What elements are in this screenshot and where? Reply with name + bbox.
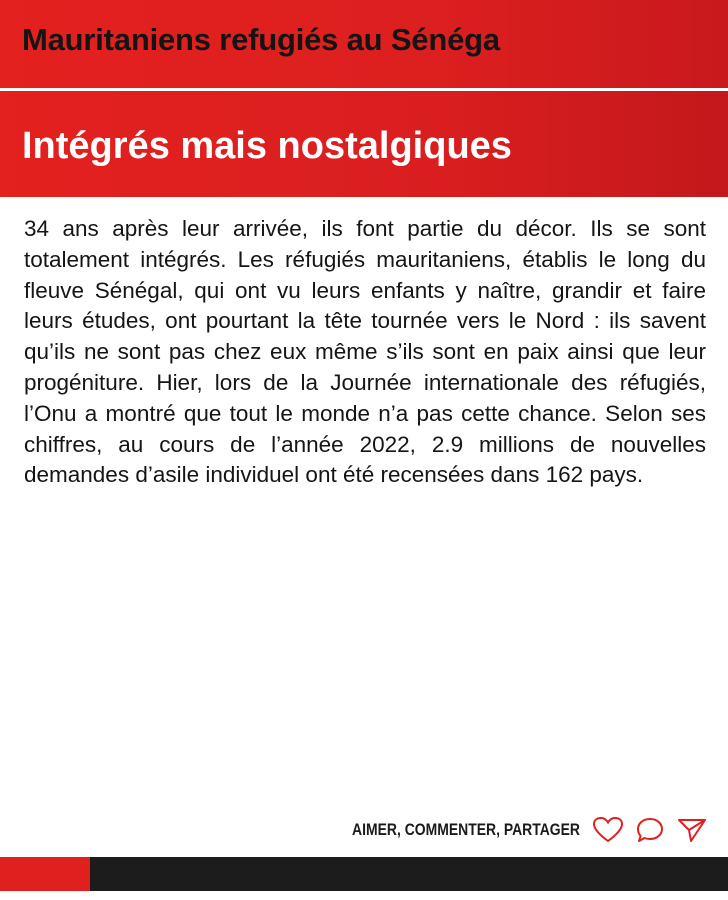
footer-bar [0,857,728,891]
share-icon[interactable] [676,815,708,845]
heart-icon[interactable] [592,815,624,845]
article-body: 34 ans après leur arrivée, ils font partie du décor. Ils se sont totalement intégrés. Les réfugiés mauritaniens, établis le long du fleuve Sénégal, qui ont vu leurs enfants y naître, grandir et faire leurs études, ont pourtant la tête tournée vers le Nord : ils savent qu’ils ne sont pas chez eux même s’ils sont en paix ainsi que leur progéniture. Hier, lors de la Journée internationale des réfugiés, l’Onu a montré que tout le monde n’a pas cette chance. Selon ses chiffres, au cours de l’année 2022, 2.9 millions de nouvelles demandes d’asile individuel ont été recensées dans 162 pays. [24,216,706,488]
comment-icon[interactable] [634,815,666,845]
social-actions [302,815,708,845]
kicker-title: Mauritaniens refugiés au Sénéga [22,22,500,57]
footer-accent [0,857,90,891]
footer-dark-strip [90,857,728,891]
headline: Intégrés mais nostalgiques [22,125,512,167]
social-actions-label: AIMER, COMMENTER, PARTAGER [352,820,580,839]
